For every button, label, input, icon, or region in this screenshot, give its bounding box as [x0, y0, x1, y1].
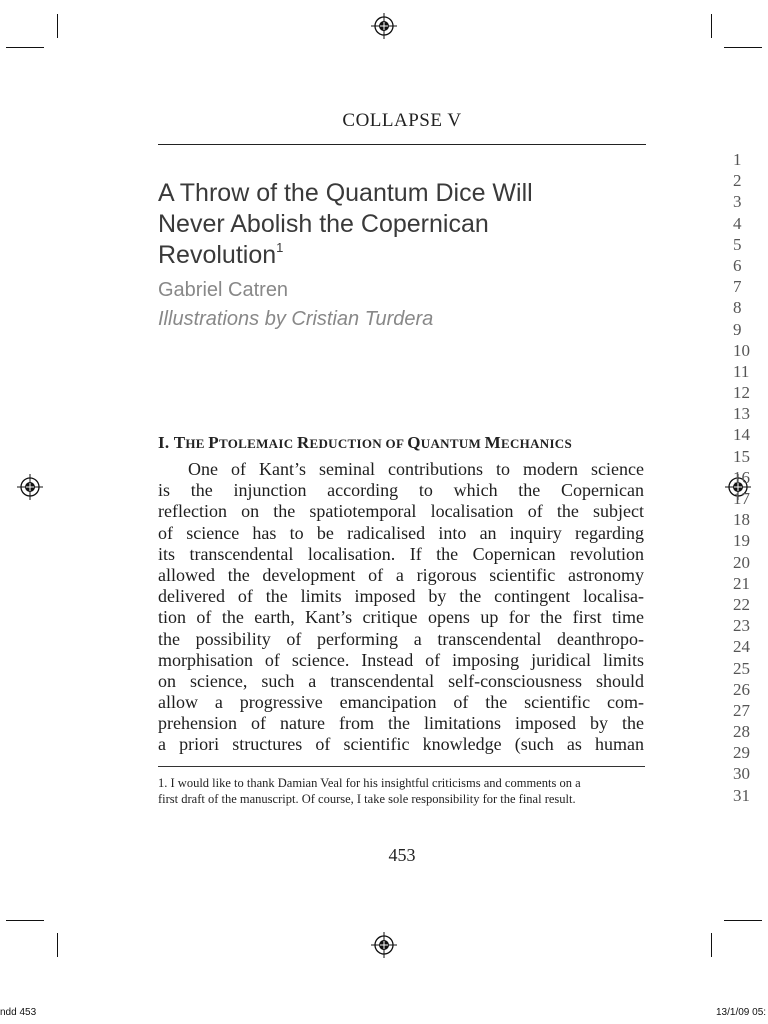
body-line: prehension of nature from the limitations imposed by the [158, 713, 644, 734]
line-number: 7 [733, 277, 742, 297]
registration-mark-icon [371, 13, 397, 39]
body-line: the possibility of performing a transcendental deanthropo- [158, 628, 644, 649]
title-line-text: Revolution [158, 241, 277, 269]
crop-mark-top-left-vertical [57, 14, 58, 38]
title-line [158, 240, 628, 271]
crop-mark-bottom-left-vertical [57, 933, 58, 957]
body-line: allow a progressive emancipation of the scientific com- [158, 692, 644, 713]
line-number: 23 [733, 616, 750, 636]
section-numeral: I. [158, 433, 174, 452]
line-number: 16 [733, 467, 750, 487]
line-number: 13 [733, 404, 750, 424]
line-number: 21 [733, 573, 750, 593]
line-number: 27 [733, 700, 750, 720]
body-line: of science has to be radicalised into an inquiry regarding [158, 522, 644, 543]
line-number: 19 [733, 531, 750, 551]
body-line: reflection on the spatiotemporal localisation of the subject [158, 501, 644, 522]
author-name: Gabriel Catren [158, 279, 289, 301]
title-footnote-marker[interactable]: 1 [276, 240, 284, 255]
footnote-line: first draft of the manuscript. Of course, I take sole responsibility for the final result. [158, 792, 576, 806]
body-line: delivered of the limits imposed by the contingent localisa- [158, 586, 644, 607]
line-number: 14 [733, 425, 750, 445]
article-title [158, 178, 628, 271]
line-number-column [733, 149, 768, 806]
heading-word: MECHANICS [484, 433, 573, 452]
line-number: 30 [733, 764, 750, 784]
line-number: 17 [733, 489, 750, 508]
body-line: on science, such a transcendental self-consciousness should [158, 670, 644, 691]
crop-mark-bottom-right-horizontal [724, 920, 762, 921]
line-number: 29 [733, 743, 750, 763]
line-number: 15 [733, 446, 750, 466]
line-number: 6 [733, 255, 742, 275]
registration-mark-icon [371, 932, 397, 958]
crop-mark-top-right-vertical [711, 14, 712, 38]
heading-word: QUANTUM [407, 433, 485, 452]
line-number: 8 [733, 298, 742, 318]
line-number: 18 [733, 510, 750, 530]
line-number: 25 [733, 658, 750, 678]
crop-mark-top-left-horizontal [6, 47, 44, 48]
line-number: 9 [733, 319, 742, 339]
heading-word: THE [173, 433, 209, 452]
line-number: 2 [733, 171, 742, 191]
registration-mark-icon [17, 474, 43, 500]
line-number: 5 [733, 234, 742, 254]
line-number: 28 [733, 722, 750, 742]
crop-mark-bottom-right-vertical [711, 933, 712, 957]
body-line: morphisation of science. Instead of imposing juridical limits [158, 649, 644, 670]
illustrations-credit: Illustrations by Cristian Turdera [158, 308, 434, 330]
line-number: 20 [733, 552, 750, 572]
body-line: One of Kant’s seminal contributions to modern science [188, 459, 644, 479]
slug-filename: ndd 453 [0, 1007, 37, 1018]
body-line: tion of the earth, Kant’s critique opens up for the first time [158, 607, 644, 628]
line-number: 11 [733, 361, 750, 381]
heading-word: REDUCTION OF [296, 433, 408, 452]
running-head-rule [158, 144, 646, 145]
body-paragraph [158, 459, 644, 756]
line-number: 10 [733, 340, 750, 360]
heading-word: PTOLEMAIC [208, 433, 297, 452]
section-heading [158, 433, 572, 453]
footnote-line: 1. I would like to thank Damian Veal for his insightful criticisms and comments on a [158, 776, 581, 790]
line-number: 24 [733, 637, 750, 657]
body-line: is the injunction according to which the Copernican [158, 480, 644, 501]
title-line: A Throw of the Quantum Dice Will [158, 179, 533, 207]
line-number: 1 [733, 150, 742, 169]
body-line: its transcendental localisation. If the Copernican revolution [158, 543, 644, 564]
line-number: 22 [733, 594, 750, 614]
line-number: 31 [733, 785, 750, 805]
line-number: 26 [733, 679, 750, 699]
line-number: 3 [733, 192, 742, 212]
slug-timestamp: 13/1/09 05: [716, 1007, 767, 1018]
line-number: 4 [733, 213, 742, 233]
footnote-rule [158, 766, 645, 767]
body-line: allowed the development of a rigorous scientific astronomy [158, 564, 644, 585]
page-number: 453 [388, 845, 416, 865]
crop-mark-bottom-left-horizontal [6, 920, 44, 921]
running-head: COLLAPSE V [342, 110, 462, 131]
title-line: Never Abolish the Copernican [158, 210, 489, 238]
crop-mark-top-right-horizontal [724, 47, 762, 48]
body-line: a priori structures of scientific knowledge (such as human [158, 734, 644, 755]
footnote [158, 775, 645, 807]
line-number: 12 [733, 383, 750, 403]
